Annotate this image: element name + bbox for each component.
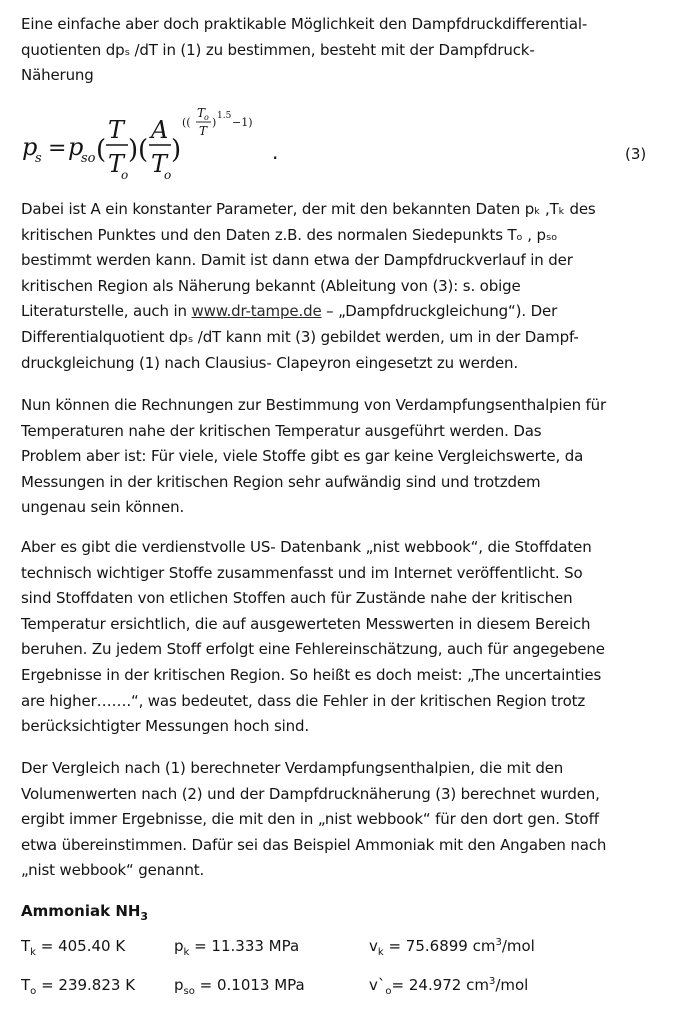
website-link[interactable]: www.dr-tampe.de [191, 302, 322, 321]
para1-line-4: kritischen Region als Näherung bekannt (Ableitung von (3): s. obige [21, 276, 521, 295]
para3-line-8: berücksichtigter Messungen hoch sind. [21, 717, 309, 736]
formula-lhs-sub: s [35, 151, 42, 166]
critical-temperature: $T_k = 405.40$ K [21, 937, 126, 958]
para1-line-2: kritischen Punktes und den Daten z.B. des normalen Siedepunkts Tₒ , pₛₒ [21, 225, 558, 244]
para1-line-3: bestimmt werden kann. Damit ist dann etwa der Dampfdruckverlauf in der [21, 251, 573, 270]
formula-lhs-p: p [22, 133, 38, 161]
para3-line-6: Ergebnisse in der kritischen Region. So heißt es doch meist: „The uncertainties [21, 665, 602, 684]
intro-line-3: Näherung [21, 66, 94, 85]
ammonia-data-row-2 [21, 976, 661, 1002]
critical-volume: $v_k = 75.6899$ $cm^3$/mol [369, 937, 535, 958]
para4-line-1: Der Vergleich nach (1) berechneter Verdampfungsenthalpien, die mit den [21, 759, 564, 777]
formula-frac1-num: T [108, 116, 125, 144]
intro-line-2: quotienten dpₛ /dT in (1) zu bestimmen, besteht mit der Dampfdruck- [21, 40, 535, 59]
critical-pressure: $p_k = 11.333$ MPa [174, 937, 300, 958]
para3-line-5: beruhen. Zu jedem Stoff erfolgt eine Fehlereinschätzung, auch für angegebene [21, 640, 605, 659]
para4-line-2: Volumenwerten nach (2) und der Dampfdrucknäherung (3) berechnet wurden, [21, 784, 600, 803]
formula-exp-num: T [197, 106, 206, 120]
formula-equals: = [48, 136, 67, 161]
para4-line-5: „nist webbook“ genannt. [21, 861, 205, 880]
formula-exp-pow: 1.5 [217, 111, 232, 121]
svg-text:(: ( [96, 135, 107, 165]
formula-exp-den: T [199, 124, 208, 138]
para2-line-4: Messungen in der kritischen Region sehr aufwändig sind und trotzdem [21, 472, 541, 491]
formula-p: p [68, 133, 84, 161]
ammonia-heading-sub: 3 [140, 910, 149, 923]
problem-paragraph [21, 393, 669, 521]
para4-line-3: ergibt immer Ergebnisse, die mit den in „nist webbook“ für den dort gen. Stoff [21, 810, 599, 829]
formula-frac2-den: T [151, 150, 168, 178]
para4-line-4: etwa übereinstimmen. Dafür sei das Beispiel Ammoniak mit den Angaben nach [21, 835, 607, 854]
formula-exp-num-sub: o [204, 113, 209, 122]
formula-frac2-den-sub: o [164, 168, 172, 182]
para1-line-5-start: Literaturstelle, auch in [21, 302, 192, 321]
formula-p-sub: so [81, 151, 96, 166]
para1-line-5 [21, 299, 669, 325]
ammonia-heading-text: Ammoniak NH [21, 902, 141, 920]
boiling-temperature: $T_o = 239.823$ K [21, 976, 136, 997]
para3-line-1: Aber es gibt die verdienstvolle US- Datenbank „nist webbook“, die Stoffdaten [21, 538, 592, 556]
formula-graphic [22, 100, 282, 190]
formula-frac1-den: T [108, 150, 125, 178]
comparison-paragraph [21, 756, 669, 884]
formula-frac1-den-sub: o [121, 168, 129, 182]
svg-text:(: ( [138, 135, 149, 165]
svg-text:): ) [171, 135, 182, 165]
ammonia-data-row-1 [21, 937, 661, 963]
formula-dot: . [272, 140, 279, 164]
boiling-pressure: $p_{so} = 0.1013$ MPa [174, 976, 305, 997]
svg-text:): ) [212, 116, 217, 129]
parameter-paragraph [21, 197, 669, 376]
para2-line-1: Nun können die Rechnungen zur Bestimmung von Verdampfungsenthalpien für [21, 396, 607, 414]
nist-paragraph [21, 535, 669, 740]
formula-frac2-num: A [151, 116, 169, 144]
para3-line-7: are higher…….“, was bedeutet, dass die Fehler in der kritischen Region trotz [21, 691, 586, 710]
formula-exp-open: (( [182, 116, 191, 129]
para1-line-7: druckgleichung (1) nach Clausius- Clapeyron eingesetzt zu werden. [21, 353, 519, 372]
formula-exp-minus: −1) [232, 116, 253, 129]
para1-line-1: Dabei ist A ein konstanter Parameter, der mit den bekannten Daten pₖ ,Tₖ des [21, 200, 596, 218]
svg-text:): ) [128, 135, 139, 165]
para2-line-2: Temperaturen nahe der kritischen Temperatur ausgeführt werden. Das [21, 421, 542, 440]
vapor-pressure-formula [22, 100, 662, 190]
para2-line-5: ungenau sein können. [21, 498, 185, 517]
para3-line-4: Temperatur ersichtlich, die auf ausgewerteten Messwerten in diesem Bereich [21, 614, 591, 633]
para1-line-6: Differentialquotient dpₛ /dT kann mit (3) gebildet werden, um in der Dampf- [21, 327, 579, 346]
equation-number: (3) [625, 145, 647, 163]
intro-paragraph [21, 12, 669, 89]
para2-line-3: Problem aber ist: Für viele, viele Stoffe gibt es gar keine Vergleichswerte, da [21, 447, 584, 466]
para1-line-5-end: – „Dampfdruckgleichung“). Der [321, 302, 558, 321]
ammonia-heading [21, 902, 148, 923]
intro-line-1: Eine einfache aber doch praktikable Möglichkeit den Dampfdruckdifferential- [21, 15, 588, 33]
liquid-volume: $v`_o= 24.972$ $cm^3$/mol [369, 976, 529, 997]
para3-line-2: technisch wichtiger Stoffe zusammenfasst und im Internet veröffentlicht. So [21, 563, 583, 582]
para3-line-3: sind Stoffdaten von etlichen Stoffen auch für Zustände nahe der kritischen [21, 589, 573, 608]
